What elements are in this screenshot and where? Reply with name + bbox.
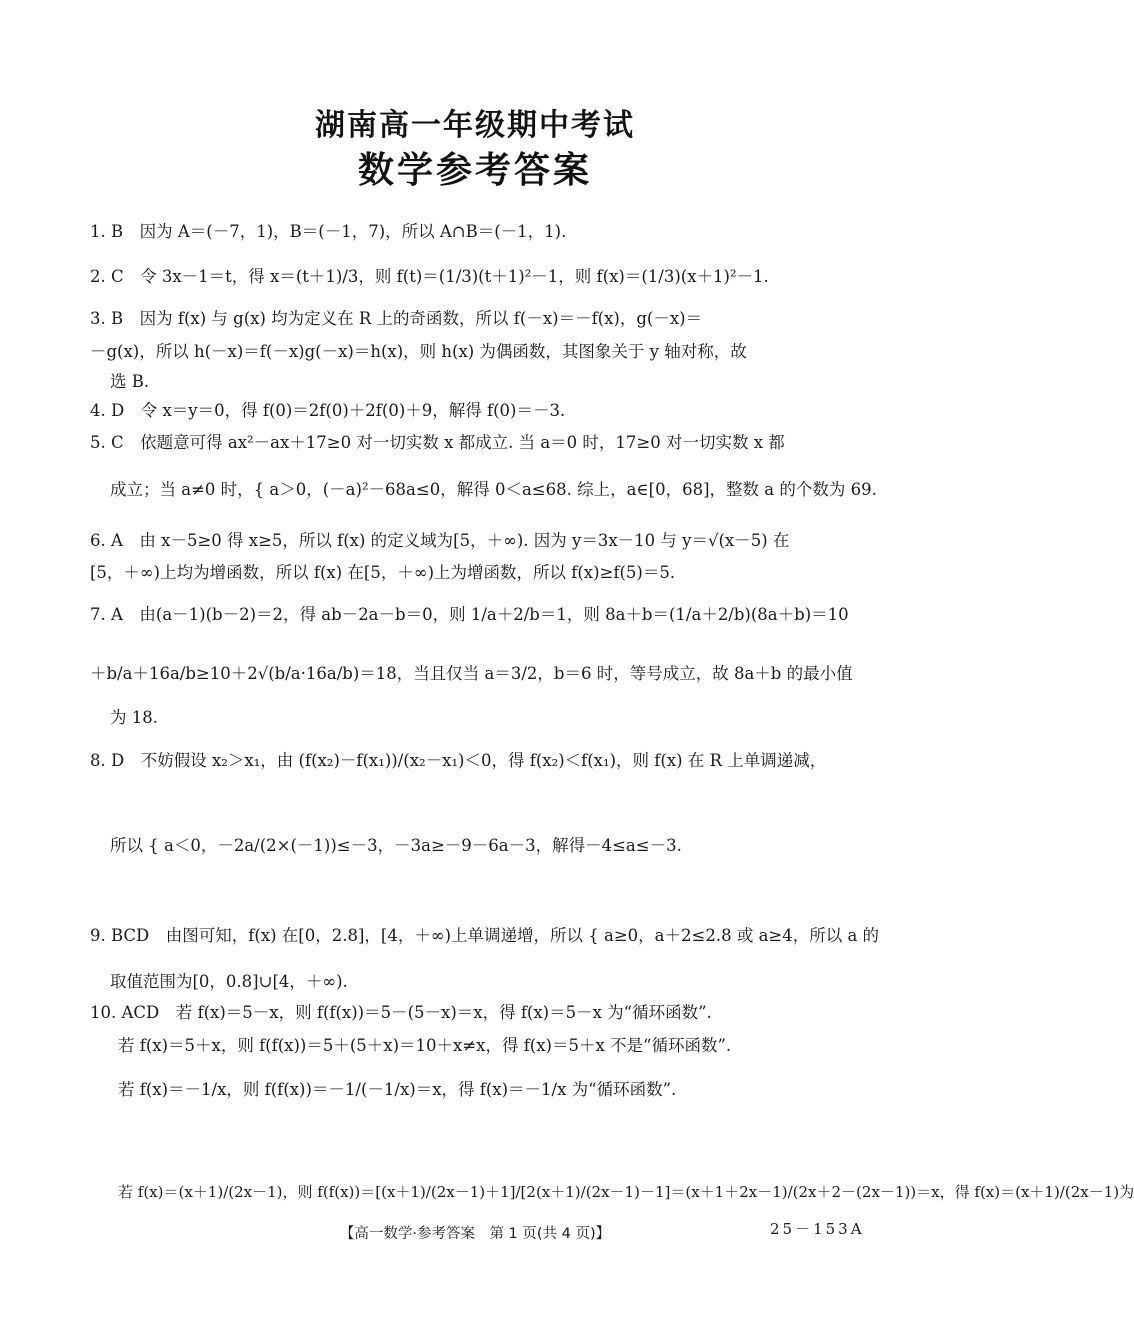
- answer-line-3b: －g(x)，所以 h(－x)＝f(－x)g(－x)＝h(x)，则 h(x) 为偶函数，其图象关于 y 轴对称，故: [90, 342, 747, 361]
- document-code: 25－153A: [770, 1220, 865, 1238]
- exam-title: 湖南高一年级期中考试: [315, 108, 635, 143]
- answer-line-6b: [5，＋∞)上均为增函数，所以 f(x) 在[5，＋∞)上为增函数，所以 f(x)≥f(5)＝5.: [90, 563, 676, 582]
- answer-line-8a: 8. D 不妨假设 x₂＞x₁，由 (f(x₂)－f(x₁))/(x₂－x₁)＜0，得 f(x₂)＜f(x₁)，则 f(x) 在 R 上单调递减，: [90, 751, 827, 770]
- page-footer: 【高一数学·参考答案 第 1 页(共 4 页)】: [339, 1226, 611, 1242]
- answer-line-3a: 3. B 因为 f(x) 与 g(x) 均为定义在 R 上的奇函数，所以 f(－x)＝－f(x)，g(－x)＝: [90, 309, 703, 328]
- answer-line-10c: 若 f(x)＝－1/x，则 f(f(x))＝－1/(－1/x)＝x，得 f(x)＝－1/x 为“循环函数”.: [118, 1080, 677, 1099]
- answer-line-2: 2. C 令 3x－1＝t，得 x＝(t＋1)/3，则 f(t)＝(1/3)(t＋1)²－1，则 f(x)＝(1/3)(x＋1)²－1.: [90, 267, 769, 286]
- answer-line-5a: 5. C 依题意可得 ax²－ax＋17≥0 对一切实数 x 都成立. 当 a＝0 时，17≥0 对一切实数 x 都: [90, 433, 785, 452]
- answer-line-5b: 成立；当 a≠0 时，{ a＞0，(－a)²－68a≤0，解得 0＜a≤68. 综上，a∈[0，68]，整数 a 的个数为 69.: [110, 480, 877, 499]
- answer-line-6a: 6. A 由 x－5≥0 得 x≥5，所以 f(x) 的定义域为[5，＋∞). 因为 y＝3x－10 与 y＝√(x－5) 在: [90, 531, 790, 550]
- answer-line-7c: 为 18.: [110, 708, 158, 727]
- answer-line-10a: 10. ACD 若 f(x)＝5－x，则 f(f(x))＝5－(5－x)＝x，得 f(x)＝5－x 为“循环函数”.: [90, 1003, 712, 1022]
- answer-line-8b: 所以 { a＜0，－2a/(2×(－1))≤－3，－3a≥－9－6a－3，解得－4≤a≤－3.: [110, 836, 682, 855]
- answer-line-1: 1. B 因为 A＝(－7，1)，B＝(－1，7)，所以 A∩B＝(－1，1).: [90, 222, 567, 241]
- answer-line-3c: 选 B.: [110, 372, 150, 391]
- answer-line-9a: 9. BCD 由图可知，f(x) 在[0，2.8]，[4，＋∞)上单调递增，所以 { a≥0，a＋2≤2.8 或 a≥4，所以 a 的: [90, 926, 880, 945]
- answer-line-10b: 若 f(x)＝5＋x，则 f(f(x))＝5＋(5＋x)＝10＋x≠x，得 f(x)＝5＋x 不是“循环函数”.: [118, 1036, 732, 1055]
- answer-line-9b: 取值范围为[0，0.8]∪[4，＋∞).: [110, 972, 348, 991]
- answer-line-4: 4. D 令 x＝y＝0，得 f(0)＝2f(0)＋2f(0)＋9，解得 f(0)＝－3.: [90, 401, 566, 420]
- answer-title: 数学参考答案: [357, 150, 592, 191]
- answer-line-10d: 若 f(x)＝(x＋1)/(2x－1)，则 f(f(x))＝[(x＋1)/(2x－1)＋1]/[2(x＋1)/(2x－1)－1]＝(x＋1＋2x－1)/(2x＋2－(2x－1))＝x，得 f(x)＝(x＋1)/(2x－1)为: [118, 1183, 1134, 1201]
- answer-line-7b: ＋b/a＋16a/b≥10＋2√(b/a·16a/b)＝18，当且仅当 a＝3/2，b＝6 时，等号成立，故 8a＋b 的最小值: [90, 664, 853, 683]
- answer-line-7a: 7. A 由(a－1)(b－2)＝2，得 ab－2a－b＝0，则 1/a＋2/b＝1，则 8a＋b＝(1/a＋2/b)(8a＋b)＝10: [90, 605, 849, 624]
